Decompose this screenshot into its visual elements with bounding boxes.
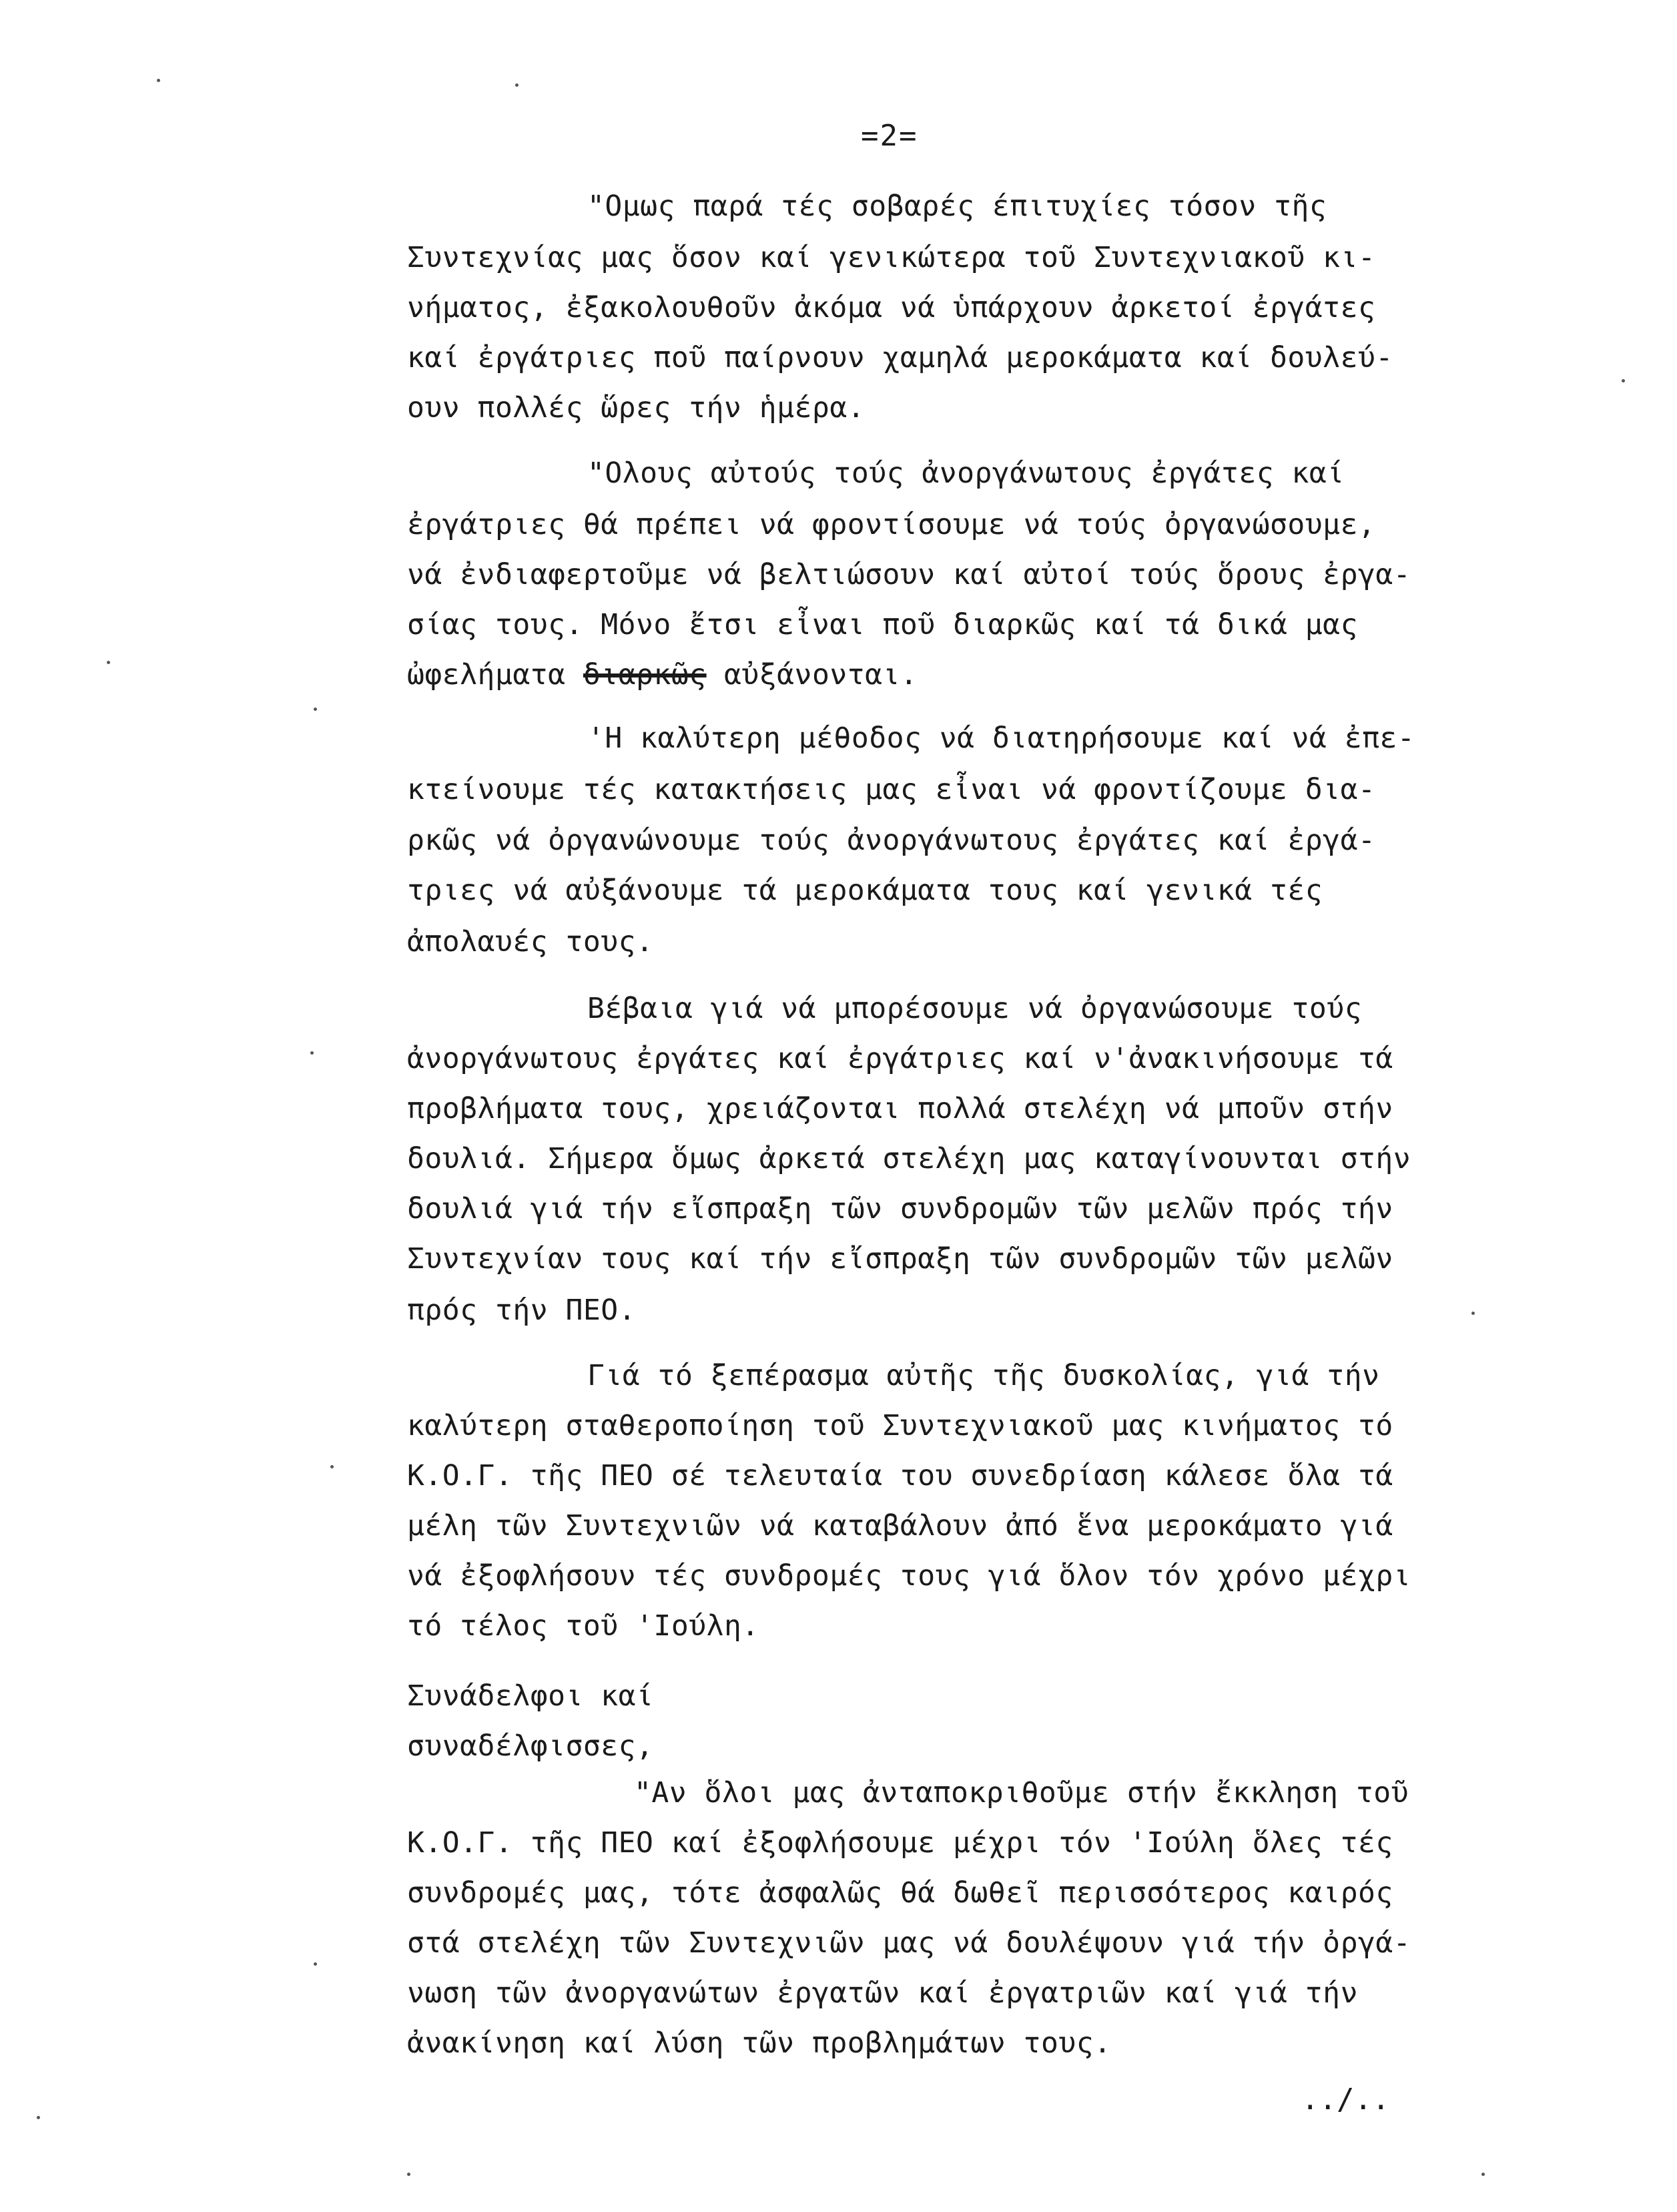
- paragraph-7-line-4: στά στελέχη τῶν Συντεχνιῶν μας νά δουλέψουν γιά τήν ὀργά-: [407, 1926, 1411, 1960]
- paragraph-2-line-4: σίας τους. Μόνο ἔτσι εἶναι ποῦ διαρκῶς καί τά δικά μας: [407, 608, 1358, 641]
- paragraph-2-line-2: ἐργάτριες θά πρέπει νά φροντίσουμε νά τούς ὀργανώσουμε,: [407, 508, 1376, 541]
- paragraph-1-line-1: "Ομως παρά τές σοβαρές έπιτυχίες τόσον τῆς: [587, 190, 1327, 223]
- paragraph-4-line-7: πρός τήν ΠΕΟ.: [407, 1294, 637, 1327]
- scan-speck: [407, 2173, 410, 2176]
- paragraph-4-line-1: Βέβαια γιά νά μπορέσουμε νά ὀργανώσουμε τούς: [587, 992, 1363, 1025]
- paragraph-4-line-6: Συντεχνίαν τους καί τήν εἴσπραξη τῶν συνδρομῶν τῶν μελῶν: [407, 1242, 1393, 1276]
- paragraph-4-line-3: προβλήματα τους, χρειάζονται πολλά στελέχη νά μποῦν στήν: [407, 1092, 1393, 1125]
- salutation-line-1: Συνάδελφοι καί: [407, 1679, 654, 1713]
- paragraph-5-line-3: Κ.Ο.Γ. τῆς ΠΕΟ σέ τελευταία του συνεδρίαση κάλεσε ὅλα τά: [407, 1459, 1393, 1492]
- paragraph-7-line-3: συνδρομές μας, τότε ἀσφαλῶς θά δωθεῖ περισσότερος καιρός: [407, 1876, 1393, 1910]
- scan-speck: [515, 83, 519, 87]
- scan-speck: [310, 1051, 314, 1055]
- scan-speck: [157, 79, 160, 82]
- paragraph-4-line-5: δουλιά γιά τήν εἴσπραξη τῶν συνδρομῶν τῶν μελῶν πρός τήν: [407, 1192, 1393, 1225]
- paragraph-3-line-4: τριες νά αὐξάνουμε τά μεροκάματα τους καί γενικά τές: [407, 874, 1323, 907]
- paragraph-5-line-5: νά ἐξοφλήσουν τές συνδρομές τους γιά ὅλον τόν χρόνο μέχρι: [407, 1559, 1411, 1593]
- paragraph-2-line-5: [407, 658, 918, 692]
- scan-speck: [1622, 379, 1625, 382]
- paragraph-7-line-1: "Αν ὅλοι μας ἀνταποκριθοῦμε στήν ἔκκληση τοῦ: [634, 1776, 1409, 1810]
- paragraph-2-line-5-before: ὠφελήματα: [407, 658, 583, 692]
- paragraph-7-line-5: νωση τῶν ἀνοργανώτων ἐργατῶν καί ἐργατριῶν καί γιά τήν: [407, 1976, 1358, 2010]
- scan-speck: [107, 661, 110, 664]
- paragraph-5-line-4: μέλη τῶν Συντεχνιῶν νά καταβάλουν ἀπό ἕνα μεροκάματο γιά: [407, 1509, 1393, 1543]
- paragraph-1-line-3: νήματος, ἐξακολουθοῦν ἀκόμα νά ὑπάρχουν ἀρκετοί ἐργάτες: [407, 291, 1376, 324]
- page-number: =2=: [861, 119, 918, 153]
- scan-speck: [314, 708, 317, 711]
- paragraph-1-line-2: Συντεχνίας μας ὅσον καί γενικώτερα τοῦ Συντεχνιακοῦ κι-: [407, 241, 1376, 274]
- paragraph-3-line-5: ἀπολαυές τους.: [407, 925, 654, 958]
- paragraph-5-line-6: τό τέλος τοῦ 'Ιούλη.: [407, 1609, 759, 1643]
- paragraph-7-line-2: Κ.Ο.Γ. τῆς ΠΕΟ καί ἐξοφλήσουμε μέχρι τόν 'Ιούλη ὅλες τές: [407, 1826, 1393, 1860]
- paragraph-2-line-3: νά ἐνδιαφερτοῦμε νά βελτιώσουν καί αὐτοί τούς ὅρους ἐργα-: [407, 558, 1411, 591]
- paragraph-3-line-3: ρκῶς νά ὀργανώνουμε τούς ἀνοργάνωτους ἐργάτες καί ἐργά-: [407, 824, 1376, 857]
- paragraph-3-line-2: κτείνουμε τές κατακτήσεις μας εἶναι νά φροντίζουμε δια-: [407, 773, 1376, 806]
- scan-speck: [37, 2116, 40, 2119]
- paragraph-5-line-2: καλύτερη σταθεροποίηση τοῦ Συντεχνιακοῦ μας κινήματος τό: [407, 1409, 1393, 1442]
- paragraph-7-line-6: ἀνακίνηση καί λύση τῶν προβλημάτων τους.: [407, 2026, 1112, 2060]
- scan-speck: [1481, 2173, 1485, 2176]
- paragraph-4-line-2: ἀνοργάνωτους ἐργάτες καί ἐργάτριες καί ν'ἀνακινήσουμε τά: [407, 1042, 1393, 1075]
- continuation-mark: ../..: [1301, 2083, 1390, 2117]
- paragraph-2-line-1: "Ολους αὐτούς τούς ἀνοργάνωτους ἐργάτες καί: [587, 457, 1345, 490]
- paragraph-1-line-4: καί ἐργάτριες ποῦ παίρνουν χαμηλά μεροκάματα καί δουλεύ-: [407, 341, 1393, 374]
- paragraph-2-line-5-after: αὐξάνονται.: [706, 658, 918, 692]
- paragraph-4-line-4: δουλιά. Σήμερα ὅμως ἀρκετά στελέχη μας καταγίνουνται στήν: [407, 1142, 1411, 1175]
- scan-speck: [330, 1465, 334, 1468]
- struck-out-word: διαρκῶς: [583, 658, 707, 692]
- paragraph-3-line-1: 'Η καλύτερη μέθοδος νά διατηρήσουμε καί νά ἐπε-: [587, 722, 1415, 755]
- scan-speck: [1471, 1312, 1475, 1315]
- scan-speck: [314, 1962, 317, 1966]
- paragraph-5-line-1: Γιά τό ξεπέρασμα αὐτῆς τῆς δυσκολίας, γιά τήν: [587, 1359, 1380, 1392]
- paragraph-1-line-5: ουν πολλές ὥρες τήν ἡμέρα.: [407, 391, 866, 425]
- salutation-line-2: συναδέλφισσες,: [407, 1729, 654, 1763]
